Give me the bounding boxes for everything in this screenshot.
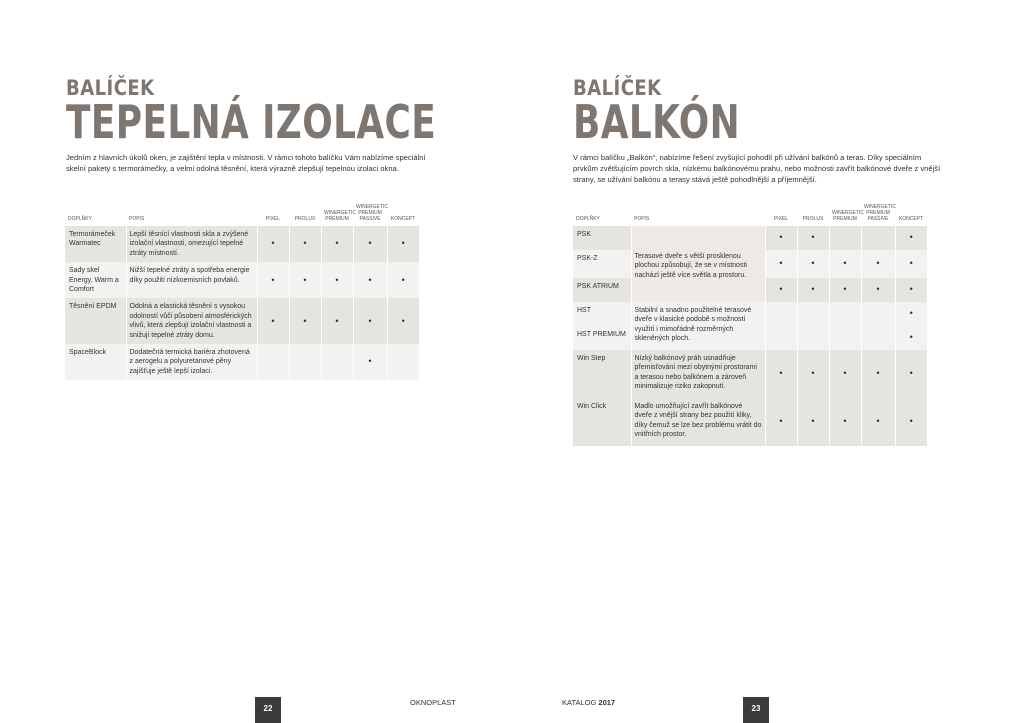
row-mark: •	[257, 226, 289, 262]
row-desc: Nízký balkónový práh usnadňuje přemisťování mezi obytnými prostorami a terasou nebo balkónem a zároveň minimalizuje riziko zakopnutí.	[631, 350, 765, 398]
row-mark	[861, 226, 895, 250]
row-mark	[797, 326, 829, 350]
row-mark: •	[387, 262, 419, 298]
row-mark: •	[257, 298, 289, 344]
row-mark: •	[829, 350, 861, 398]
row-mark: •	[895, 302, 927, 326]
row-mark: •	[797, 278, 829, 302]
header-winergetic-passive: WINERGETIC PREMIUM PASSIVE	[864, 204, 896, 222]
row-desc: Nižší tepelné ztráty a spotřeba energie díky použití nízkoemisních povlaků.	[126, 262, 257, 298]
row-mark: •	[353, 344, 387, 380]
row-mark	[861, 326, 895, 350]
row-name: HST	[573, 302, 631, 326]
row-desc: Odolná a elastická těsnění s vysokou odolností vůči působení atmosférických vlivů, která zlepšují izolační vlastnosti a snižují tepelné ztráty domu.	[126, 298, 257, 344]
row-mark: •	[797, 226, 829, 250]
row-mark: •	[797, 250, 829, 278]
header-koncept: KONCEPT	[390, 216, 416, 222]
row-mark: •	[895, 226, 927, 250]
right-page-number: 23	[743, 697, 769, 723]
row-mark: •	[895, 278, 927, 302]
row-mark: •	[289, 226, 321, 262]
footer-year: 2017	[598, 698, 616, 707]
footer-catalog	[562, 698, 615, 707]
left-title: TEPELNÁ IZOLACE	[66, 95, 437, 149]
row-name: Win Step	[573, 350, 631, 398]
header-doplnky: DOPLŇKY	[68, 216, 92, 222]
row-mark: •	[387, 226, 419, 262]
row-desc: Terasové dveře s větší prosklenou plochou způsobují, že se v místnosti nachází ještě více světla a prostoru.	[631, 226, 765, 302]
table-row	[65, 298, 419, 344]
table-row	[65, 226, 419, 262]
right-table	[573, 202, 927, 446]
row-mark: •	[829, 398, 861, 446]
row-mark: •	[861, 398, 895, 446]
row-name: PSK-Z	[573, 250, 631, 278]
row-mark: •	[765, 278, 797, 302]
row-mark: •	[861, 350, 895, 398]
row-mark: •	[387, 298, 419, 344]
table-row	[573, 350, 927, 398]
header-popis: POPIS	[129, 216, 145, 222]
header-winergetic-premium: WINERGETIC PREMIUM	[832, 210, 864, 222]
row-mark: •	[829, 278, 861, 302]
row-desc: Madlo umožňující zavřít balkónové dveře z vnější strany bez použití kliky, díky čemuž se lze bez problému vrátit do vnitřních prostor.	[631, 398, 765, 446]
row-name: PSK ATRIUM	[573, 278, 631, 302]
row-mark	[765, 302, 797, 326]
right-intro: V rámci balíčku „Balkón“, nabízíme řešení zvyšující pohodlí při užívání balkónů a teras. Díky speciálním prvkům zvětšujícím povrch skla, nízkému balkónovému prahu, nebo možnosti zavřít balkónové dveře z vnější strany, se užívání balkónu a terasy stává ještě pohodlnější a příjemnější.	[573, 153, 941, 184]
header-pixel: PIXEL	[773, 216, 789, 222]
row-name: HST PREMIUM	[573, 326, 631, 350]
right-title: BALKÓN	[573, 95, 741, 149]
row-mark: •	[321, 262, 353, 298]
row-desc: Dodatečná termická bariéra zhotovená z aerogelu a polyuretanové pěny zajišťuje ještě lepší izolaci.	[126, 344, 257, 380]
row-mark: •	[353, 226, 387, 262]
left-table-header	[65, 202, 419, 226]
header-koncept: KONCEPT	[898, 216, 924, 222]
row-name: Termorámeček Warmatec	[65, 226, 126, 262]
row-mark	[797, 302, 829, 326]
row-mark	[321, 344, 353, 380]
row-desc: Stabilní a snadno použitelné terasové dveře v klasické podobě s možností využití i mimořádně rozměrných skleněných ploch.	[631, 302, 765, 350]
row-mark	[765, 326, 797, 350]
row-mark: •	[765, 350, 797, 398]
table-row	[573, 398, 927, 446]
row-mark: •	[765, 250, 797, 278]
footer-brand: OKNOPLAST	[410, 698, 456, 707]
row-mark	[829, 226, 861, 250]
row-desc: Lepší těsnící vlastnosti skla a zvýšené izolační vlastnosti, omezující tepelné ztráty místností.	[126, 226, 257, 262]
table-row	[573, 302, 927, 326]
row-mark: •	[289, 262, 321, 298]
row-mark: •	[289, 298, 321, 344]
row-mark	[861, 302, 895, 326]
row-name: Těsnění EPDM	[65, 298, 126, 344]
row-mark	[829, 302, 861, 326]
row-mark: •	[321, 298, 353, 344]
left-table	[65, 202, 419, 380]
header-winergetic-premium: WINERGETIC PREMIUM	[324, 210, 356, 222]
header-winergetic-passive: WINERGETIC PREMIUM PASSIVE	[356, 204, 388, 222]
left-intro: Jedním z hlavních úkolů oken, je zajištění tepla v místnosti. V rámci tohoto balíčku Vám nabízíme speciální skelní pakety s termorámečky, a velmi odolná těsnění, která výrazně zlepšují tepelnou izolaci okna.	[66, 153, 426, 173]
right-page	[512, 0, 1024, 723]
row-mark	[289, 344, 321, 380]
right-table-header	[573, 202, 927, 226]
row-mark: •	[797, 350, 829, 398]
row-mark: •	[861, 278, 895, 302]
row-mark: •	[353, 298, 387, 344]
row-mark: •	[895, 398, 927, 446]
row-mark: •	[353, 262, 387, 298]
row-mark: •	[895, 250, 927, 278]
header-pixel: PIXEL	[265, 216, 281, 222]
footer-catalog-label: KATALOG	[562, 698, 597, 707]
row-mark: •	[257, 262, 289, 298]
table-row	[65, 344, 419, 380]
row-mark	[387, 344, 419, 380]
row-name: SpaceBlock	[65, 344, 126, 380]
row-mark	[257, 344, 289, 380]
header-popis: POPIS	[634, 216, 650, 222]
row-mark	[829, 326, 861, 350]
table-row	[573, 226, 927, 250]
row-name: Sady skel Energy, Warm a Comfort	[65, 262, 126, 298]
row-mark: •	[861, 250, 895, 278]
table-row	[65, 262, 419, 298]
row-mark: •	[797, 398, 829, 446]
row-mark: •	[765, 226, 797, 250]
right-kicker: BALÍČEK	[573, 76, 662, 100]
row-name: PSK	[573, 226, 631, 250]
row-mark: •	[895, 350, 927, 398]
left-page-number: 22	[255, 697, 281, 723]
row-mark: •	[765, 398, 797, 446]
row-name: Win Click	[573, 398, 631, 446]
row-mark: •	[321, 226, 353, 262]
left-kicker: BALÍČEK	[66, 76, 155, 100]
header-doplnky: DOPLŇKY	[576, 216, 600, 222]
header-prolux: PROLUX	[802, 216, 824, 222]
header-prolux: PROLUX	[294, 216, 316, 222]
row-mark: •	[829, 250, 861, 278]
row-mark: •	[895, 326, 927, 350]
